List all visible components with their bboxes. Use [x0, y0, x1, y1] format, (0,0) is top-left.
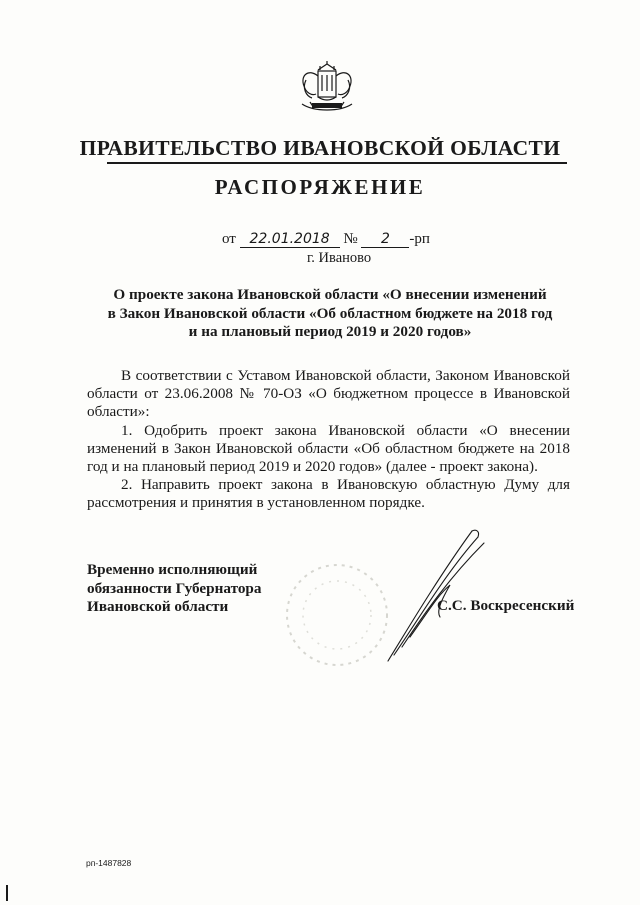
item-1-paragraph: 1. Одобрить проект закона Ивановской области «О внесении изменений в Закон Ивановской области «Об областном бюджете на 2018 год и на плановый период 2019 и 2020 годов» (далее - проект закона).	[87, 421, 570, 476]
margin-mark	[6, 885, 8, 901]
signer-position-line: обязанности Губернатора	[87, 579, 262, 597]
number-prefix: №	[343, 231, 358, 247]
coat-of-arms-icon	[296, 60, 358, 114]
handwritten-signature-icon	[380, 525, 490, 665]
document-body	[87, 367, 570, 513]
signer-position	[87, 561, 261, 617]
date-value: 22.01.2018	[240, 231, 340, 248]
signer-position-line: Ивановской области	[87, 598, 229, 615]
signer-position-line: Временно исполняющий	[87, 561, 258, 578]
date-prefix: от	[222, 231, 236, 247]
item-2-paragraph: 2. Направить проект закона в Ивановскую областную Думу для рассмотрения и принятия в установленном порядке.	[87, 476, 570, 512]
city: г. Иваново	[307, 250, 372, 266]
preamble-paragraph: В соответствии с Уставом Ивановской области, Законом Ивановской области от 23.06.2008 № 70-ОЗ «О бюджетном процессе в Ивановской области»:	[87, 367, 570, 421]
signer-name: С.С. Воскресенский	[437, 597, 575, 614]
subject-line: в Закон Ивановской области «Об областном бюджете на 2018 год	[107, 304, 553, 322]
number-value: 2	[361, 231, 409, 248]
document-code: рп-1487828	[86, 858, 132, 868]
number-suffix: -рп	[409, 231, 430, 247]
document-subject	[80, 286, 580, 342]
title-underline	[107, 162, 567, 164]
date-number-line	[222, 231, 430, 248]
government-title: ПРАВИТЕЛЬСТВО ИВАНОВСКОЙ ОБЛАСТИ	[79, 136, 561, 160]
subject-line: О проекте закона Ивановской области «О внесении изменений	[113, 286, 547, 303]
faint-stamp-icon	[282, 560, 392, 670]
subject-line: и на плановый период 2019 и 2020 годов»	[188, 323, 472, 340]
document-type: РАСПОРЯЖЕНИЕ	[214, 175, 426, 199]
